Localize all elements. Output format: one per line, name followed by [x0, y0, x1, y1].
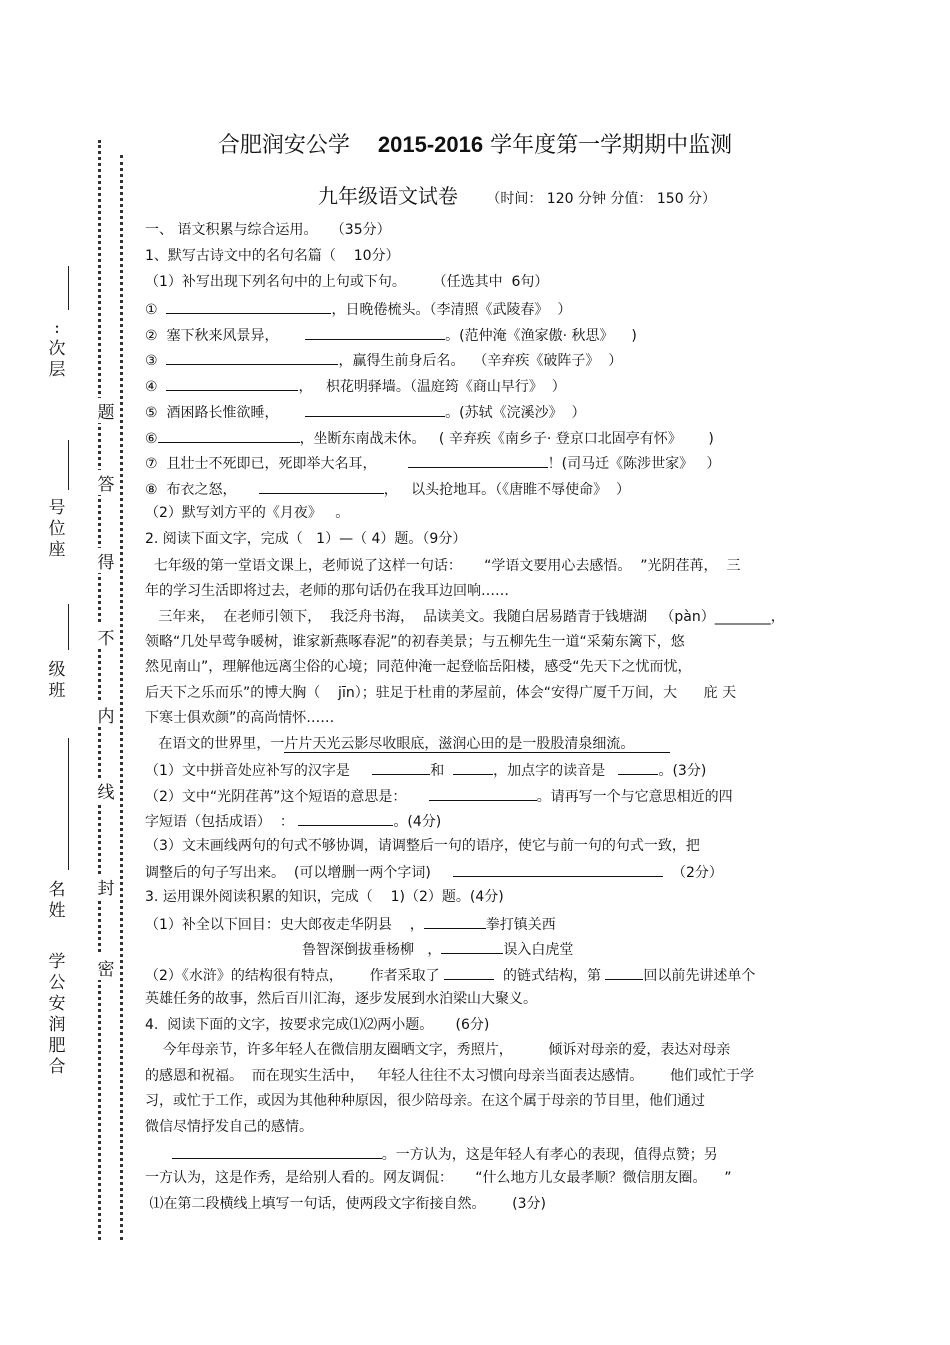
passage-1-line: 然见南山”，理解他远离尘俗的心境；同范仲淹一起登临岳阳楼，感受“先天下之忧而忧，	[145, 659, 692, 675]
passage-1-line: 下寒士俱欢颜”的高尚情怀……	[145, 710, 335, 726]
answer-blank[interactable]	[305, 402, 445, 417]
underlined-sentence: 片片天光云影尽收眼底，滋润心田的是一股股清泉细流。	[284, 736, 670, 752]
answer-blank[interactable]	[453, 760, 493, 775]
passage-1-line: 后天下之乐而乐”的博大胸（ jīn）；驻足于杜甫的茅屋前，体会“安得广厦千万间，大 庇 天	[145, 685, 737, 701]
question-1-2: （2）默写刘方平的《月夜》 。	[145, 505, 350, 521]
poem-item-6	[145, 428, 714, 448]
text: 。请再写一个与它意思相近的四	[536, 789, 733, 805]
fill-line-name	[68, 738, 69, 870]
passage-1-underlined-line	[145, 735, 670, 753]
passage-2-line: 今年母亲节，许多年轻人在微信朋友圈晒文字，秀照片， 倾诉对母亲的爱，表达对母亲	[145, 1042, 731, 1058]
answer-blank[interactable]	[305, 325, 445, 340]
text: ， 枳花明驿墙。（温庭筠《商山早行》 ）	[298, 379, 566, 395]
passage-1-line: 领略“几处早莺争暖树，谁家新燕啄春泥”的初春美景；与五柳先生一道“采菊东篱下，悠	[145, 634, 685, 650]
answer-blank[interactable]	[166, 299, 331, 314]
passage-2-line: 微信尽情抒发自己的感情。	[145, 1119, 313, 1135]
seal-char-8: 密	[95, 955, 117, 980]
question-1-1-instruction: （1）补写出现下列名句中的上句或下句。 （任选其中 6句）	[145, 274, 549, 290]
subject-name: 九年级语文试卷	[318, 184, 458, 208]
passage-2-line: 一方认为，这是作秀，是给别人看的。网友调侃： “什么地方儿女最孝顺？微信朋友圈。 ”	[145, 1170, 732, 1186]
label-seat-number: 号 位 座	[48, 498, 66, 560]
text: 在语文的世界里，一	[145, 736, 285, 752]
text: （2）文中“光阴荏苒”这个短语的意思是：	[145, 789, 407, 805]
subquestion-2-2-cont	[145, 811, 441, 831]
answer-blank[interactable]	[453, 862, 663, 877]
text: 误入白虎堂	[503, 942, 574, 958]
text: 鲁智深倒拔垂杨柳 ，	[302, 942, 442, 958]
answer-blank[interactable]	[158, 428, 300, 443]
poem-item-7	[145, 453, 720, 473]
answer-blank[interactable]	[172, 1144, 382, 1159]
text: 。(3分)	[658, 763, 707, 779]
text: （2）《水浒》的结构很有特点， 作者采取了	[145, 968, 440, 984]
text: ①	[145, 302, 158, 318]
text: 。(范仲淹《渔家傲· 秋思》 )	[445, 328, 637, 344]
label-class: 级 班	[48, 660, 66, 701]
school-name: 合肥润安公学	[217, 133, 350, 158]
question-2-heading: 2. 阅读下面文字，完成（ 1）—（ 4）题。（9分）	[145, 531, 467, 547]
seal-char-2: 答	[95, 470, 117, 495]
subquestion-2-2	[145, 786, 733, 806]
text: ，赢得生前身后名。 （辛弃疾《破阵子》 ）	[338, 353, 623, 369]
text: ！(司马迁《陈涉世家》 ）	[547, 456, 721, 472]
seal-char-5: 内	[95, 702, 117, 727]
text: （1）补全以下回目：史大郎夜走华阴县 ，	[145, 917, 424, 933]
exam-subtitle	[318, 180, 716, 209]
text: ④	[145, 379, 158, 395]
answer-blank[interactable]	[605, 965, 643, 980]
text: 。(4分)	[393, 814, 442, 830]
answer-blank[interactable]	[424, 914, 486, 929]
school-years: 2015-2016	[377, 132, 484, 157]
answer-blank[interactable]	[441, 939, 503, 954]
text: ③	[145, 353, 158, 369]
subquestion-2-3-cont	[145, 862, 723, 882]
seal-dotted-line-outer	[98, 140, 101, 1240]
fill-line-layer	[68, 266, 69, 310]
text: 。一方认为，这是年轻人有孝心的表现，值得点赞；另	[381, 1147, 718, 1163]
answer-blank[interactable]	[259, 479, 384, 494]
fill-line-seat	[68, 440, 69, 490]
text: ，加点字的读音是	[493, 763, 606, 779]
question-3-2-cont: 英雄任务的故事，然后百川汇海，逐步发展到水泊梁山大聚义。	[145, 991, 537, 1007]
label-layer: : 次 层	[48, 318, 66, 380]
seal-char-7: 封	[95, 874, 117, 899]
text: 调整后的句子写出来。 (可以增删一两个字词)	[145, 865, 431, 881]
seal-char-6: 线	[95, 778, 117, 803]
text: （1）文中拼音处应补写的汉字是	[145, 763, 350, 779]
passage-1-line: 七年级的第一堂语文课上，老师说了这样一句话： “学语文要用心去感悟。 ”光阴荏苒， 三	[145, 558, 741, 574]
question-3-1-line-2	[302, 939, 573, 959]
text: ，坐断东南战未休。 ( 辛弃疾《南乡子· 登京口北固亭有怀》 )	[299, 431, 714, 447]
exam-title	[0, 128, 950, 159]
text: （2分）	[672, 865, 723, 881]
poem-item-1	[145, 299, 571, 319]
fill-line-class	[68, 604, 69, 650]
text: 。(苏轼《浣溪沙》 ）	[445, 405, 586, 421]
text: ⑦ 且壮士不死即已，死即举大名耳，	[145, 456, 377, 472]
text: 拳打镇关西	[485, 917, 556, 933]
term-name: 学年度第一学期期中监测	[490, 133, 733, 158]
answer-blank[interactable]	[298, 811, 393, 826]
answer-blank[interactable]	[444, 965, 494, 980]
section-1-heading: 一、 语文积累与综合运用。 （35分）	[145, 222, 391, 238]
text: ⑥	[145, 431, 158, 447]
poem-item-3	[145, 350, 622, 370]
question-3-heading: 3. 运用课外阅读积累的知识，完成（ 1)（2）题。(4分)	[145, 889, 504, 905]
answer-blank[interactable]	[618, 760, 658, 775]
question-4-1: ⑴在第二段横线上填写一句话，使两段文字衔接自然。 (3分)	[145, 1196, 546, 1212]
text: ⑤ 酒困路长惟欲睡，	[145, 405, 279, 421]
passage-1-line: 三年来， 在老师引领下， 我泛舟书海， 品读美文。我随白居易踏青于钱塘湖 （pàn）________，	[145, 609, 785, 625]
seal-char-4: 不	[95, 624, 117, 649]
subquestion-2-1	[145, 760, 706, 780]
text: 回以前先讲述单个	[643, 968, 756, 984]
text: 和	[430, 763, 445, 779]
passage-2-line	[145, 1144, 718, 1164]
seal-char-1: 题	[95, 398, 117, 423]
text: ， 以头抢地耳。（《唐睢不辱使命》 ）	[383, 482, 630, 498]
label-name: 名 姓	[48, 880, 66, 921]
text: ，日晚倦梳头。（李清照《武陵春》 ）	[331, 302, 572, 318]
text: 字短语（包括成语） ：	[145, 814, 294, 830]
question-4-heading: 4. 阅读下面的文字，按要求完成⑴⑵两小题。 (6分)	[145, 1017, 490, 1033]
question-3-1-line-1	[145, 914, 556, 934]
poem-item-8	[145, 479, 630, 499]
label-school: 学 公 安 润 肥 合	[48, 952, 66, 1077]
subquestion-2-3: （3）文末画线两句的句式不够协调，请调整后一句的语序，使它与前一句的句式一致，把	[145, 838, 700, 854]
passage-2-line: 习，或忙于工作，或因为其他种种原因，很少陪母亲。在这个属于母亲的节目里，他们通过	[145, 1093, 705, 1109]
answer-blank[interactable]	[166, 350, 338, 365]
poem-item-5	[145, 402, 586, 422]
text: 的链式结构，第	[502, 968, 601, 984]
passage-2-line: 的感恩和祝福。 而在现实生活中， 年轻人往往不太习惯向母亲当面表达感情。 他们或忙于学	[145, 1068, 754, 1084]
passage-1-line: 年的学习生活即将过去，老师的那句话仍在我耳边回响……	[145, 583, 509, 599]
answer-blank[interactable]	[429, 786, 537, 801]
answer-blank[interactable]	[372, 760, 430, 775]
exam-meta: （时间： 120 分钟 分值： 150 分）	[486, 191, 717, 207]
question-1-heading: 1、默写古诗文中的名句名篇（ 10分）	[145, 248, 400, 264]
seal-dotted-line-inner	[120, 155, 123, 1240]
text: ② 塞下秋来风景异，	[145, 328, 279, 344]
answer-blank[interactable]	[408, 453, 548, 468]
question-3-2	[145, 965, 755, 985]
poem-item-2	[145, 325, 637, 345]
answer-blank[interactable]	[166, 376, 298, 391]
text: ⑧ 布衣之怒，	[145, 482, 237, 498]
seal-char-3: 得	[95, 548, 117, 573]
poem-item-4	[145, 376, 566, 396]
